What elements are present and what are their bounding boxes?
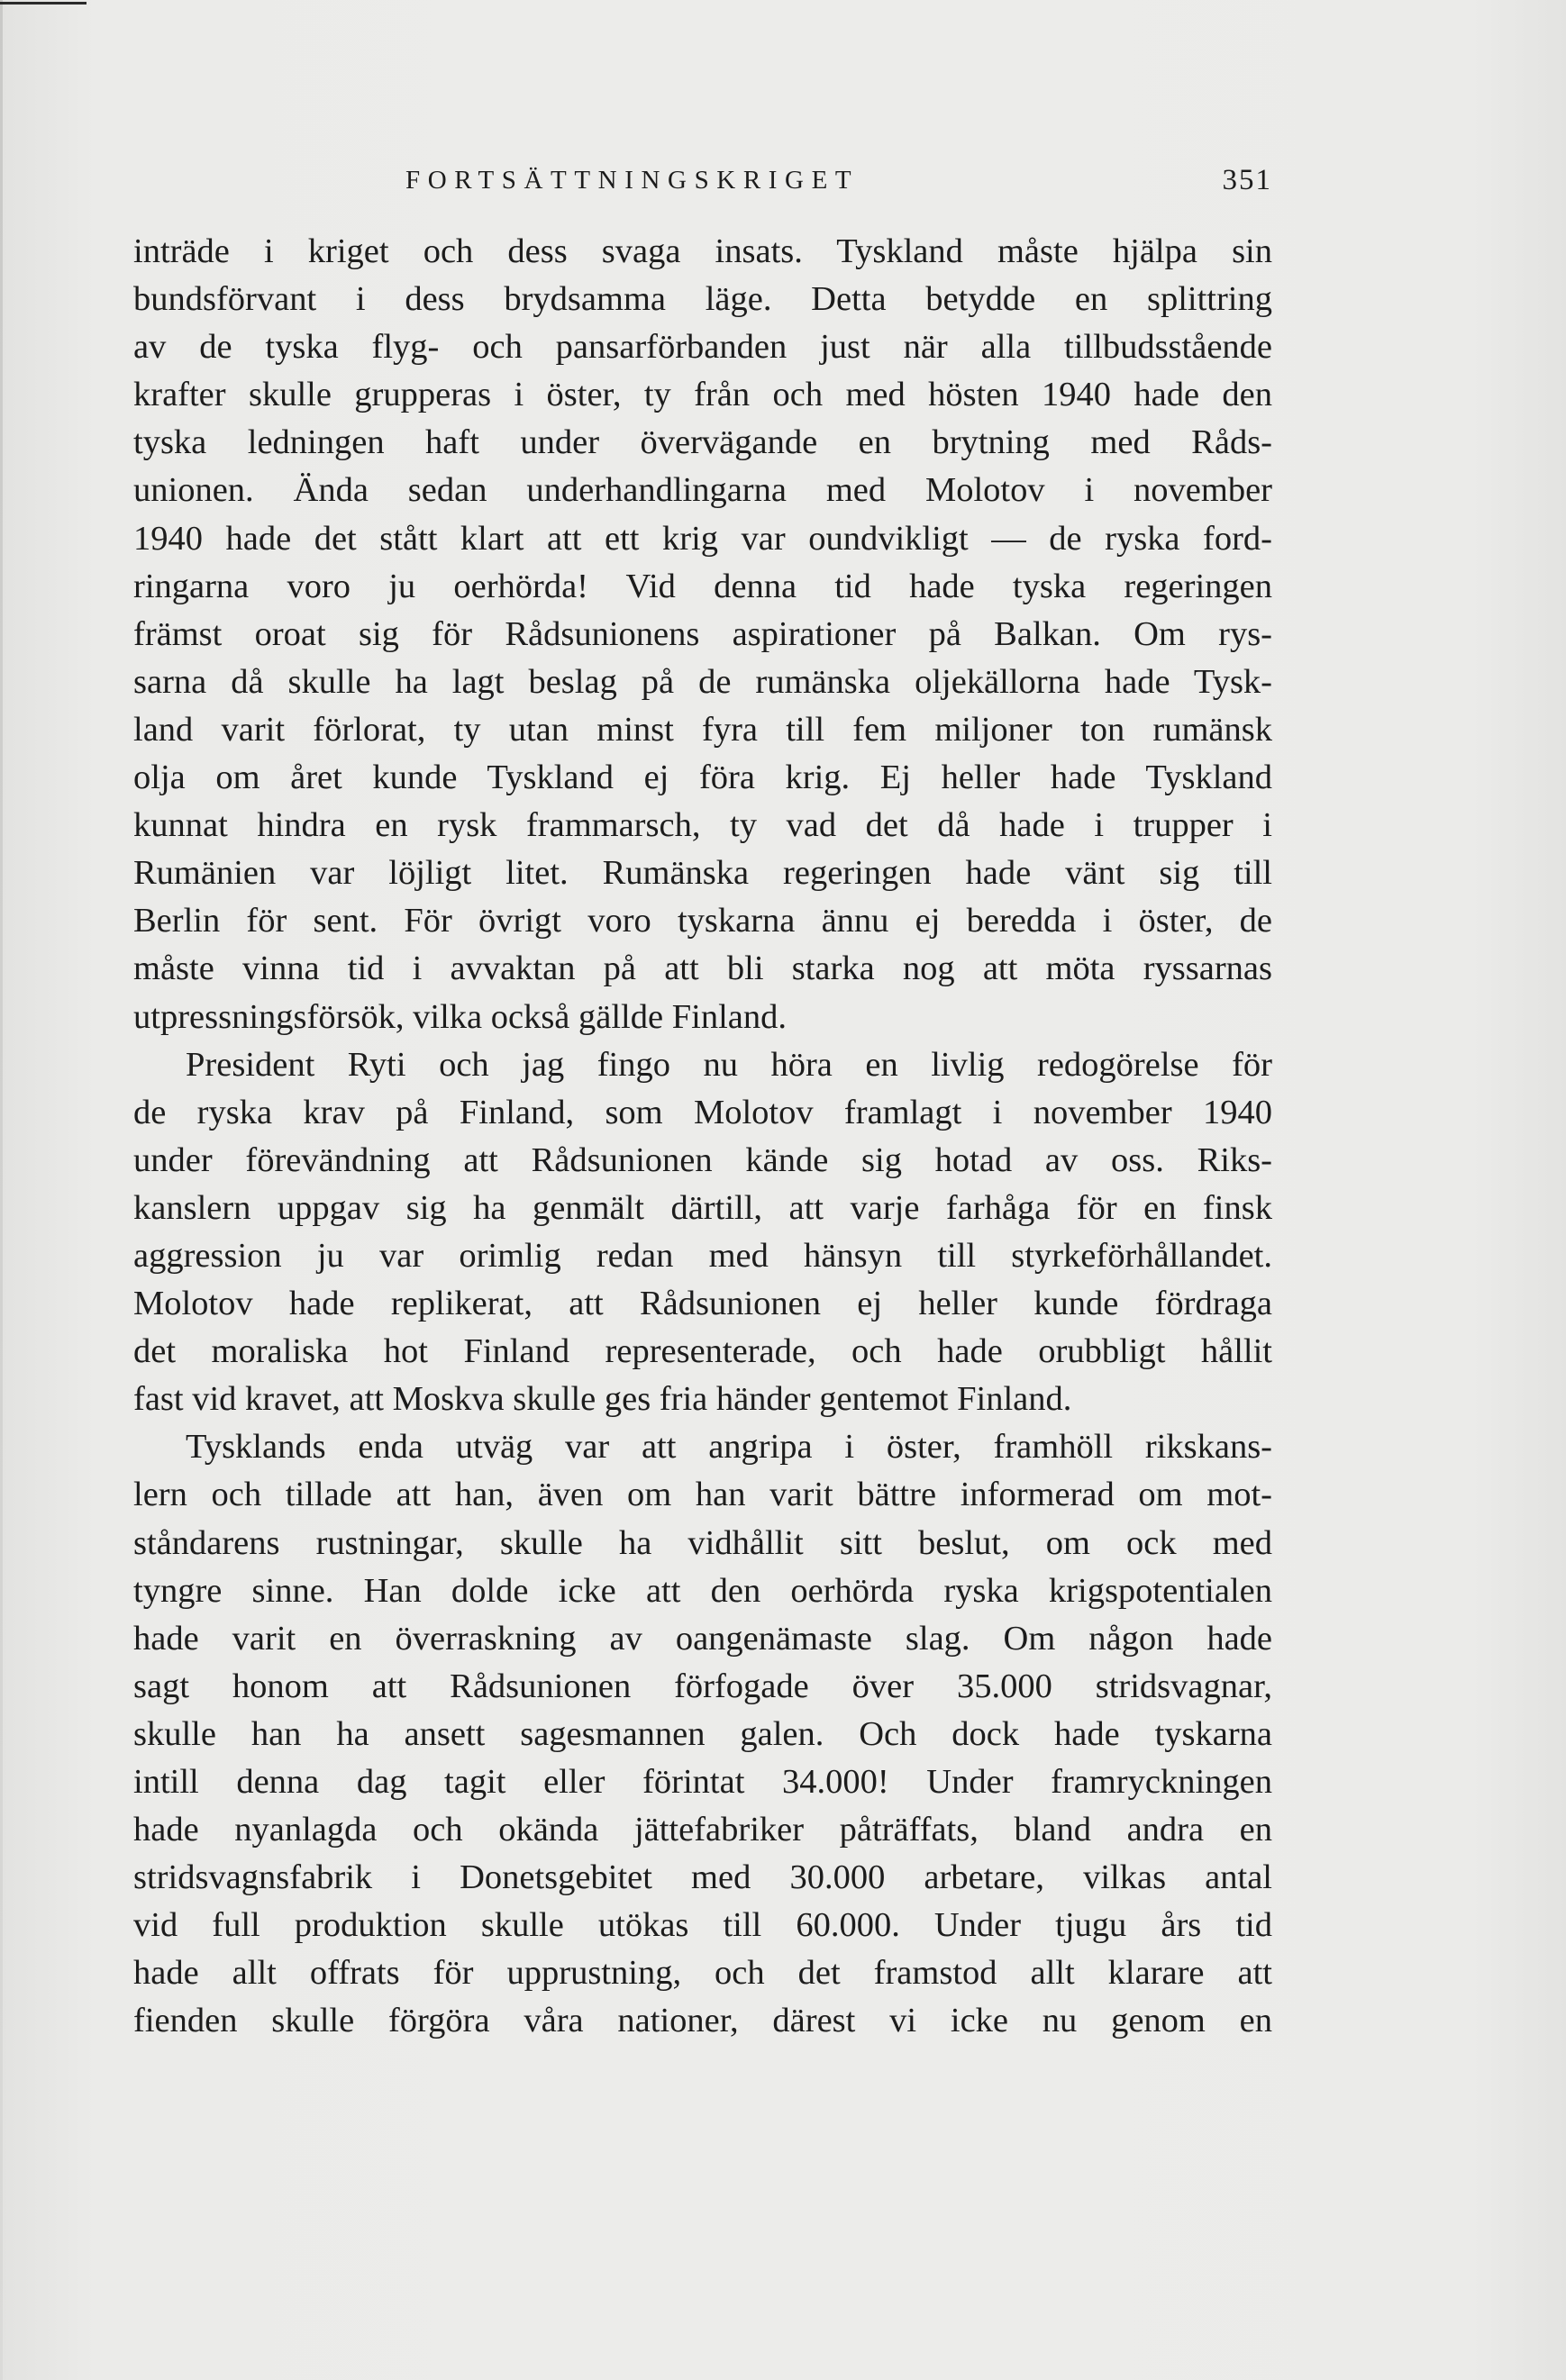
text-line: hade allt offrats för upprustning, och det framstod allt klarare att — [133, 1954, 1272, 1993]
text-line: Berlin för sent. För övrigt voro tyskarna ännu ej beredda i öster, de — [133, 902, 1272, 940]
text-line: främst oroat sig för Rådsunionens aspirationer på Balkan. Om rys- — [133, 614, 1272, 653]
corner-mark — [0, 2, 86, 5]
paragraph — [133, 1423, 1272, 2045]
text-line: lern och tillade att han, även om han varit bättre informerad om mot- — [133, 1476, 1272, 1514]
text-line: President Ryti och jag fingo nu höra en livlig redogörelse för — [186, 1045, 1272, 1084]
text-line: Rumänien var löjligt litet. Rumänska regeringen hade vänt sig till — [133, 854, 1272, 893]
text-line: ringarna voro ju oerhörda! Vid denna tid hade tyska regeringen — [133, 567, 1272, 605]
text-line: fienden skulle förgöra våra nationer, därest vi icke nu genom en — [133, 2002, 1272, 2040]
paragraph — [133, 1041, 1272, 1424]
text-line: stridsvagnsfabrik i Donetsgebitet med 30.000 arbetare, vilkas antal — [133, 1858, 1272, 1897]
text-line: sagt honom att Rådsunionen förfogade över 35.000 stridsvagnar, — [133, 1667, 1272, 1705]
text-line: hade nyanlagda och okända jättefabriker påträffats, bland andra en — [133, 1811, 1272, 1849]
text-line: bundsförvant i dess brydsamma läge. Detta betydde en splittring — [133, 280, 1272, 319]
paragraph — [133, 228, 1272, 1041]
page-edge — [0, 0, 3, 2380]
text-line: skulle han ha ansett sagesmannen galen. Och dock hade tyskarna — [133, 1714, 1272, 1753]
text-line: det moraliska hot Finland representerade, och hade orubbligt hållit — [133, 1332, 1272, 1371]
text-line: utpressningsförsök, vilka också gällde Finland. — [133, 997, 787, 1036]
text-line: olja om året kunde Tyskland ej föra krig. Ej heller hade Tyskland — [133, 759, 1272, 797]
text-line: måste vinna tid i avvaktan på att bli starka nog att möta ryssarnas — [133, 949, 1272, 988]
text-line: de ryska krav på Finland, som Molotov framlagt i november 1940 — [133, 1093, 1272, 1131]
running-title: FORTSÄTTNINGSKRIGET — [405, 166, 860, 195]
text-line: tyska ledningen haft under övervägande en brytning med Råds- — [133, 423, 1272, 462]
text-line: ståndarens rustningar, skulle ha vidhållit sitt beslut, om ock med — [133, 1523, 1272, 1562]
text-line: fast vid kravet, att Moskva skulle ges fria händer gentemot Finland. — [133, 1380, 1072, 1419]
page-number: 351 — [1222, 164, 1272, 196]
running-header — [133, 162, 1272, 207]
text-line: krafter skulle grupperas i öster, ty från och med hösten 1940 hade den — [133, 376, 1272, 414]
text-line: kunnat hindra en rysk frammarsch, ty vad det då hade i trupper i — [133, 806, 1272, 845]
text-line: 1940 hade det stått klart att ett krig var oundvikligt — de ryska ford- — [133, 519, 1272, 558]
text-line: under förevändning att Rådsunionen kände sig hotad av oss. Riks- — [133, 1140, 1272, 1179]
text-line: kanslern uppgav sig ha genmält därtill, att varje farhåga för en finsk — [133, 1188, 1272, 1227]
text-line: hade varit en överraskning av oangenämaste slag. Om någon hade — [133, 1619, 1272, 1658]
text-line: vid full produktion skulle utökas till 60.000. Under tjugu års tid — [133, 1906, 1272, 1945]
text-line: tyngre sinne. Han dolde icke att den oerhörda ryska krigspotentialen — [133, 1571, 1272, 1610]
text-line: aggression ju var orimlig redan med hänsyn till styrkeförhållandet. — [133, 1236, 1272, 1275]
text-line: Tysklands enda utväg var att angripa i öster, framhöll rikskans- — [186, 1428, 1272, 1467]
text-line: intill denna dag tagit eller förintat 34.000! Under framryckningen — [133, 1763, 1272, 1801]
text-line: sarna då skulle ha lagt beslag på de rumänska oljekällorna hade Tysk- — [133, 662, 1272, 701]
text-line: unionen. Ända sedan underhandlingarna med Molotov i november — [133, 471, 1272, 510]
text-line: land varit förlorat, ty utan minst fyra till fem miljoner ton rumänsk — [133, 710, 1272, 749]
text-line: av de tyska flyg- och pansarförbanden just när alla tillbudsstående — [133, 328, 1272, 367]
text-line: Molotov hade replikerat, att Rådsunionen ej heller kunde fördraga — [133, 1285, 1272, 1323]
text-line: inträde i kriget och dess svaga insats. Tyskland måste hjälpa sin — [133, 232, 1272, 270]
body-text — [133, 228, 1272, 2046]
